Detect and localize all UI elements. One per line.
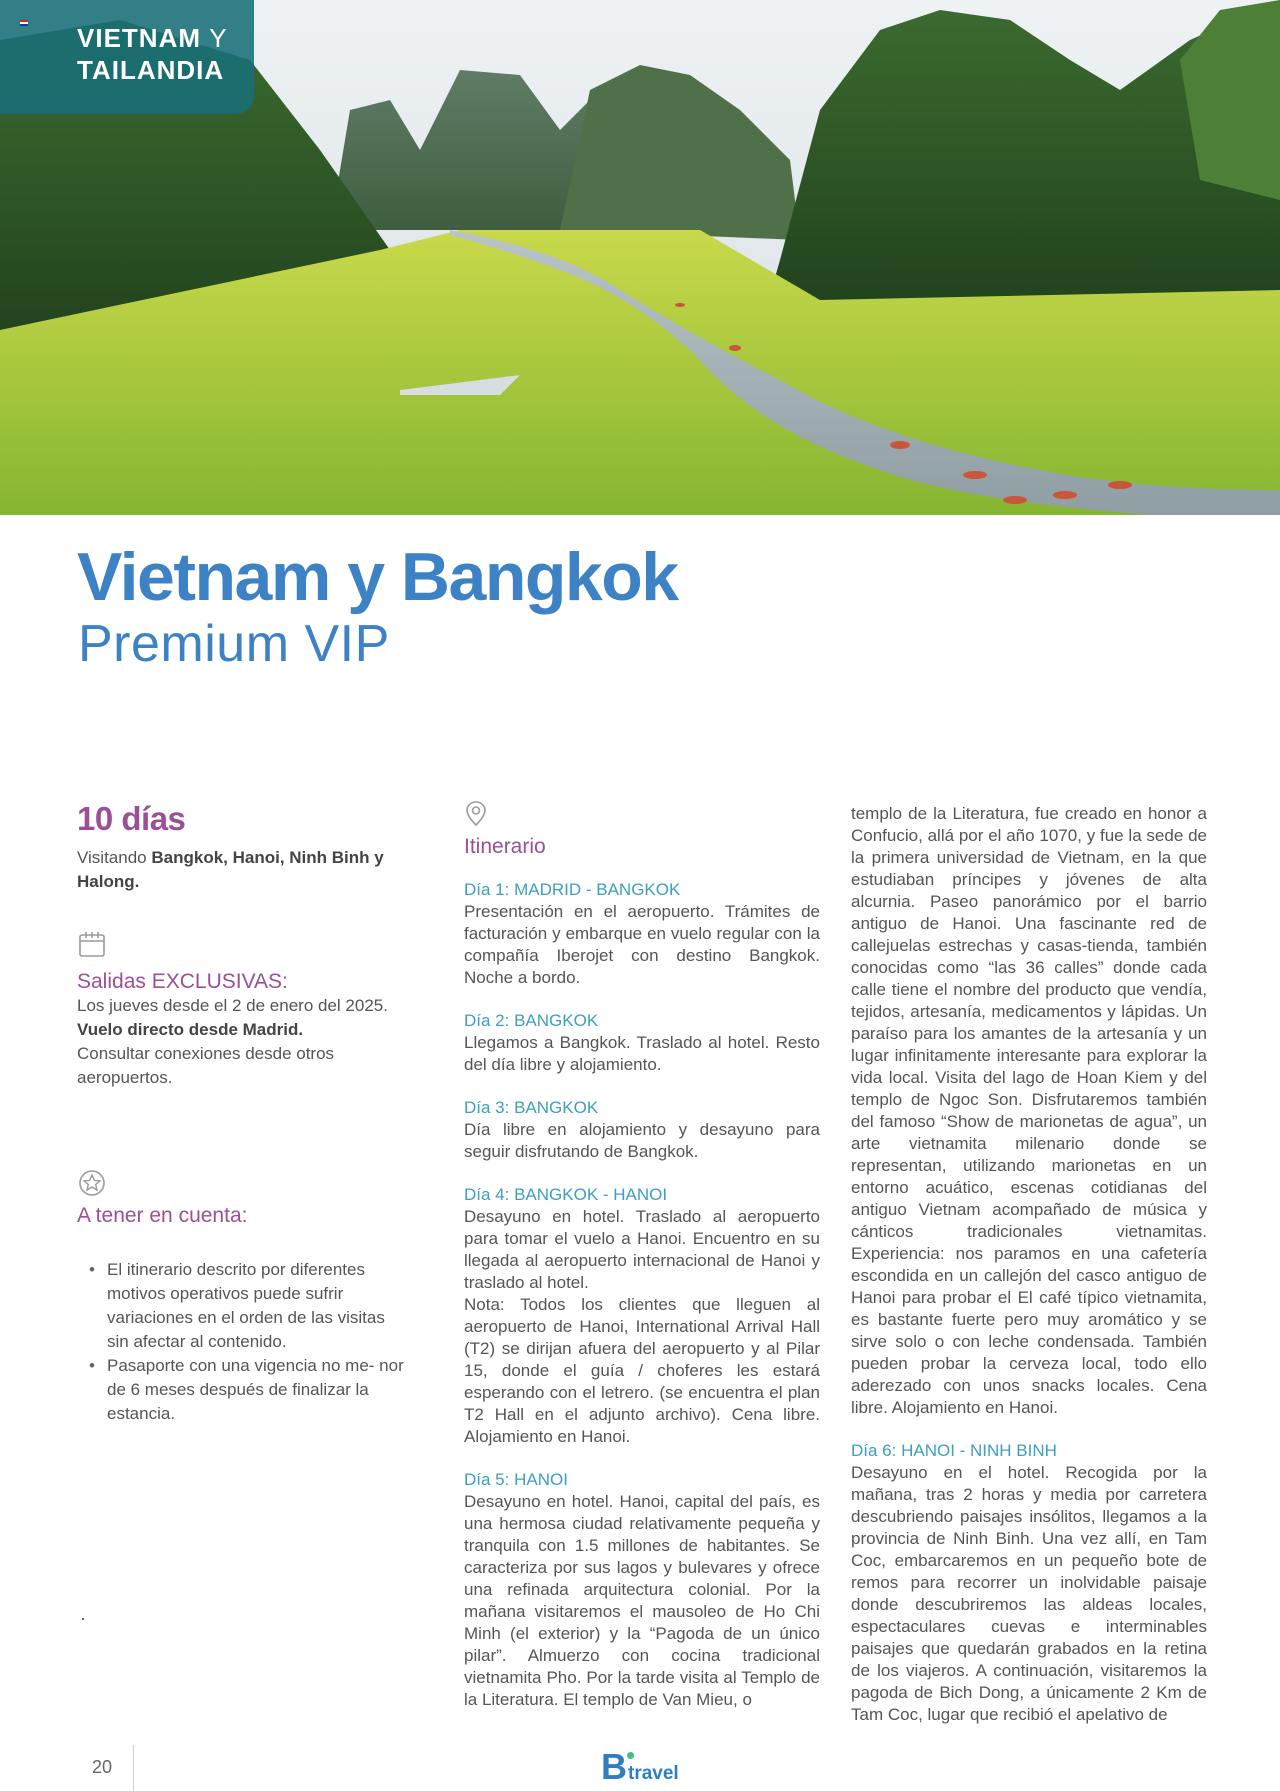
- day-title: Día 4: BANGKOK - HANOI: [464, 1185, 668, 1204]
- logo-dot: [627, 1752, 634, 1759]
- itinerary-day: [464, 1097, 820, 1163]
- day5-continued-text: templo de la Literatura, fue creado en honor a Confucio, allá por el año 1070, y fue la sede de la primera universidad de Vietnam, en la que estudiaban príncipes y jóvenes de alta alcurnia. Paseo panorámico por el barrio antiguo de Hanoi. Una fascinante red de callejuelas estrechas y casas-tienda, también conocidas como “las 36 calles” donde cada calle tiene el nombre del producto que vendía, tejidos, artesanía, medicamentos y lápidas. Un paraíso para los amantes de la artesanía y un lugar infinitamente interesante para explorar la vida local. Visita del lago de Hoan Kiem y del templo de Ngoc Son. Disfrutaremos también del famoso “Show de marionetas de agua”, un arte vietnamita milenario donde se representan, utilizando marionetas en un entorno acuático, escenas cotidianas del antiguo Vietnam acompañado de música y cánticos tradicionales vietnamitas. Experiencia: nos paramos en una cafetería escondida en un callejón del casco antiguo de Hanoi para probar el El café típico vietnamita, es bastante fuerte pero muy aromático y se sirve solo o con leche condensada. También pueden probar la cerveza local, todo ello aderezado con unos snacks locales. Cena libre. Alojamiento en Hanoi.: [851, 804, 1207, 1417]
- page-subtitle: Premium VIP: [78, 615, 390, 673]
- itinerary-day: [464, 1010, 820, 1076]
- region-tag-y: Y: [209, 23, 228, 53]
- day-text: Día libre en alojamiento y desayuno para seguir disfrutando de Bangkok.: [464, 1120, 820, 1161]
- day-text: Desayuno en hotel. Hanoi, capital del país, es una hermosa ciudad relativamente pequeña y tranquila con 1.5 millones de habitantes. Se caracteriza por sus lagos y bulevares y ofrece una refinada arquitectura colonial. Por la mañana visitaremos el mausoleo de Ho Chi Minh (el exterior) y la “Pagoda de un único pilar”. Almuerzo con cocina tradicional vietnamita Pho. Por la tarde visita al Templo de la Literatura. El templo de Van Mieu, o: [464, 1492, 820, 1709]
- page-number: 20: [92, 1757, 113, 1777]
- day-text: Presentación en el aeropuerto. Trámites de facturación y embarque en vuelo regular con la compañía Iberojet con destino Bangkok. Noche a bordo.: [464, 902, 820, 987]
- hero-landscape-photo: [0, 0, 1280, 515]
- logo-letter: B: [601, 1746, 627, 1787]
- trip-duration: 10 días: [77, 800, 186, 837]
- day-title: Día 5: HANOI: [464, 1470, 568, 1489]
- day-text: Desayuno en el hotel. Recogida por la mañana, tras 2 horas y media por carretera descubriendo paisajes insólitos, llegamos a la provincia de Ninh Binh. Una vez allí, en Tam Coc, embarcaremos en un pequeño bote de remos para recorrer un inolvidable paisaje donde descubriremos las aldeas locales, espectaculares cuevas e interminables paisajes que quedarán grabados en la retina de los viajeros. A continuación, visitaremos la pagoda de Bich Dong, a únicamente 2 Km de Tam Coc, lugar que recibió el apelativo de: [851, 1463, 1207, 1724]
- itinerary-day: [464, 879, 820, 989]
- day-title: Día 2: BANGKOK: [464, 1011, 599, 1030]
- itinerary-column-2: [851, 803, 1207, 1726]
- note-item: • Pasaporte con una vigencia no me- nor de 6 meses después de finalizar la estancia.: [89, 1354, 409, 1426]
- visited-places: [77, 846, 417, 894]
- departures-heading: Salidas EXCLUSIVAS:: [77, 970, 288, 993]
- departures-line2-wrap: [77, 1018, 417, 1042]
- day-title: Día 6: HANOI - NINH BINH: [851, 1441, 1057, 1460]
- summary-column: [77, 800, 417, 1426]
- visited-prefix: Visitando: [77, 848, 152, 867]
- notes-heading: A tener en cuenta:: [77, 1204, 248, 1227]
- day-title: Día 3: BANGKOK: [464, 1098, 599, 1117]
- print-speck: [82, 1618, 84, 1620]
- departures-line2: Vuelo directo desde Madrid.: [77, 1020, 304, 1039]
- star-badge-icon: [77, 1168, 107, 1198]
- itinerary-column-1: [464, 800, 820, 1711]
- note-item: • El itinerario descrito por diferentes motivos operativos puede sufrir variaciones en el orden de las visitas sin afectar al contenido.: [89, 1258, 409, 1354]
- day-text: Desayuno en hotel. Traslado al aeropuerto para tomar el vuelo a Hanoi. Encuentro en su llegada al aeropuerto internacional de Hanoi y traslado al hotel.: [464, 1207, 820, 1292]
- notes-list: [77, 1258, 417, 1426]
- day-note: Nota: Todos los clientes que lleguen al aeropuerto de Hanoi, International Arrival Hall (T2) se dirijan afuera del aeropuerto y al Pilar 15, donde el guía / choferes les estará esperando con el letrero. (se encuentra el plan T2 Hall en el adjunto archivo). Cena libre. Alojamiento en Hanoi.: [464, 1295, 820, 1446]
- visited-places-list: Bangkok, Hanoi, Ninh Binh y Halong.: [77, 848, 384, 891]
- spain-flag-icon: [20, 20, 28, 26]
- itinerary-day: [464, 1184, 820, 1448]
- itinerary-heading: Itinerario: [464, 835, 546, 858]
- calendar-icon: [77, 930, 107, 960]
- footer-divider: [133, 1745, 134, 1791]
- day-title: Día 1: MADRID - BANGKOK: [464, 880, 681, 899]
- itinerary-day: [851, 1440, 1207, 1726]
- departures-line1: Los jueves desde el 2 de enero del 2025.: [77, 996, 388, 1015]
- region-tag: [0, 0, 254, 114]
- region-tag-vietnam: VIETNAM: [77, 23, 201, 53]
- departures-line3: Consultar conexiones desde otros aeropuertos.: [77, 1044, 335, 1087]
- page-title: Vietnam y Bangkok: [77, 539, 678, 615]
- btravel-logo: [601, 1747, 691, 1787]
- day-text: Llegamos a Bangkok. Traslado al hotel. Resto del día libre y alojamiento.: [464, 1033, 820, 1074]
- logo-text: travel: [628, 1763, 679, 1784]
- itinerary-day: [464, 1469, 820, 1711]
- map-pin-icon: [464, 800, 488, 828]
- region-tag-tailandia: TAILANDIA: [77, 55, 225, 85]
